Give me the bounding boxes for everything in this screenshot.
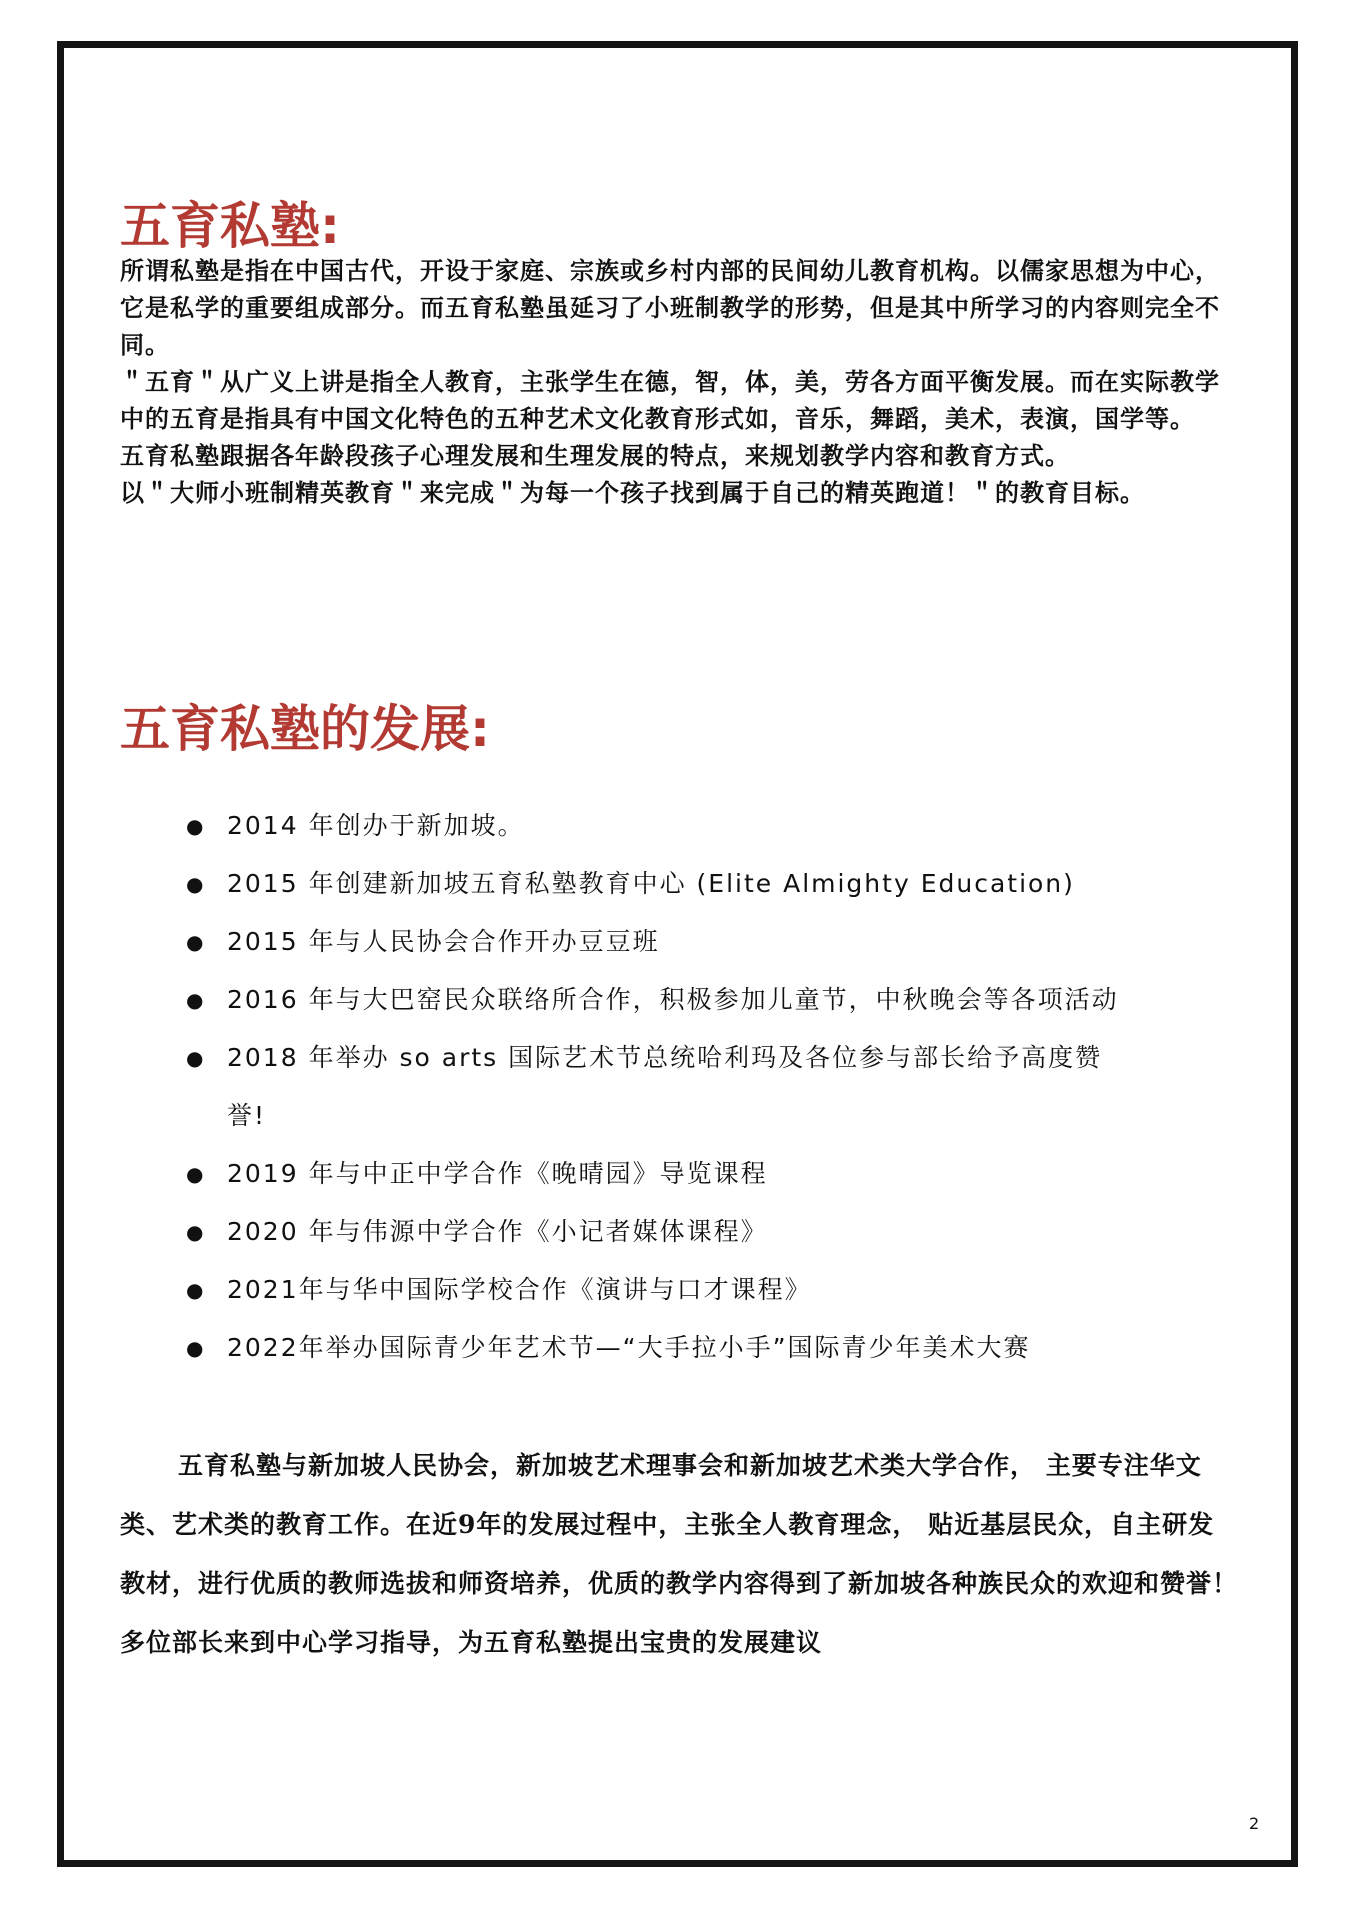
timeline-item: ● 2015 年创建新加坡五育私塾教育中心 (Elite Almighty Education)	[120, 855, 1220, 913]
page-number: 2	[1249, 1814, 1260, 1833]
bullet-icon: ●	[186, 930, 206, 954]
development-timeline	[120, 797, 1220, 1377]
timeline-item: ● 2018 年举办 so arts 国际艺术节总统哈利玛及各位参与部长给予高度赞	[120, 1029, 1220, 1087]
timeline-item: ● 2020 年与伟源中学合作《小记者媒体课程》	[120, 1203, 1220, 1261]
bullet-icon: ●	[186, 1162, 206, 1186]
timeline-item-continuation: 誉!	[227, 1101, 267, 1130]
bullet-icon: ●	[186, 988, 206, 1012]
intro-paragraph: ＂五育＂从广义上讲是指全人教育，主张学生在德，智，体，美，劳各方面平衡发展。而在实际教学中的五育是指具有中国文化特色的五种艺术文化教育形式如，音乐，舞蹈，美术，表演，国学等。	[120, 367, 1220, 433]
bullet-icon: ●	[186, 1336, 206, 1360]
intro-text	[120, 252, 1240, 511]
bullet-icon: ●	[186, 1046, 206, 1070]
bullet-icon: ●	[186, 872, 206, 896]
development-title: 五育私塾的发展:	[120, 700, 490, 758]
timeline-item: ● 2022年举办国际青少年艺术节—“大手拉小手”国际青少年美术大赛	[120, 1319, 1220, 1377]
timeline-item: ● 2015 年与人民协会合作开办豆豆班	[120, 913, 1220, 971]
bullet-icon: ●	[186, 1220, 206, 1244]
bullet-icon: ●	[186, 814, 206, 838]
timeline-item: ● 2014 年创办于新加坡。	[120, 797, 1220, 855]
timeline-item: ● 2016 年与大巴窑民众联络所合作，积极参加儿童节，中秋晚会等各项活动	[120, 971, 1220, 1029]
timeline-item: ● 2019 年与中正中学合作《晚晴园》导览课程	[120, 1145, 1220, 1203]
intro-paragraph: 所谓私塾是指在中国古代，开设于家庭、宗族或乡村内部的民间幼儿教育机构。以儒家思想为中心，它是私学的重要组成部分。而五育私塾虽延习了小班制教学的形势，但是其中所学习的内容则完全不同。	[120, 256, 1220, 359]
intro-paragraph: 五育私塾跟据各年龄段孩子心理发展和生理发展的特点，来规划教学内容和教育方式。	[120, 441, 1070, 470]
intro-title: 五育私塾:	[120, 197, 340, 255]
bullet-icon: ●	[186, 1278, 206, 1302]
closing-paragraph: 五育私塾与新加坡人民协会，新加坡艺术理事会和新加坡艺术类大学合作， 主要专注华文类、艺术类的教育工作。在近9年的发展过程中，主张全人教育理念， 贴近基层民众，自主研发教材，进行优质的教师选拔和师资培养，优质的教学内容得到了新加坡各种族民众的欢迎和赞誉！多位部长来到中心学习指导，为五育私塾提出宝贵的发展建议	[120, 1451, 1239, 1657]
timeline-item: ● 2021年与华中国际学校合作《演讲与口才课程》	[120, 1261, 1220, 1319]
intro-paragraph: 以＂大师小班制精英教育＂来完成＂为每一个孩子找到属于自己的精英跑道！＂的教育目标。	[120, 478, 1145, 507]
